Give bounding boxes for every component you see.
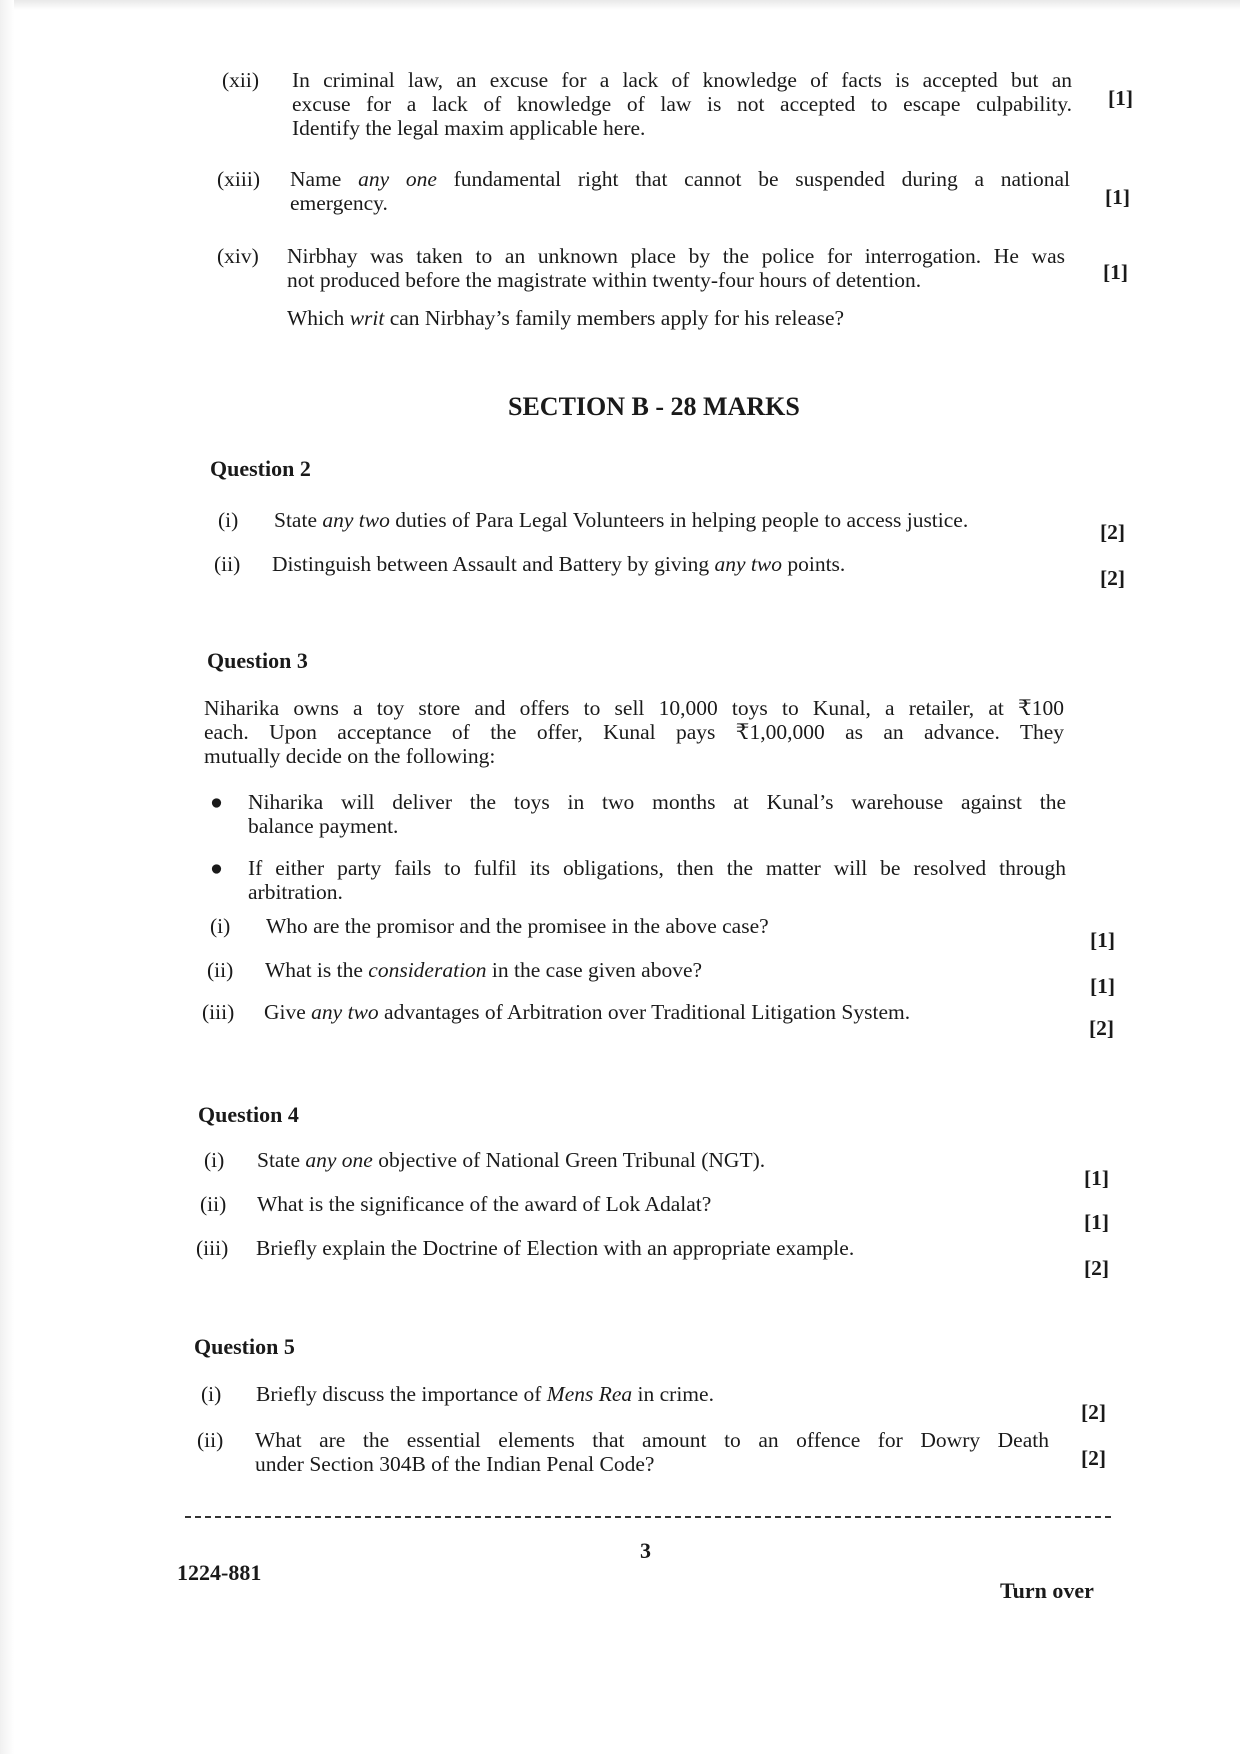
text-line: under Section 304B of the Indian Penal Code? <box>255 1452 655 1476</box>
item-number: (ii) <box>197 1428 224 1452</box>
item-text: Briefly explain the Doctrine of Election with an appropriate example. <box>256 1236 855 1260</box>
question-3-heading: Question 3 <box>207 648 308 673</box>
text-line: not produced before the magistrate within twenty-four hours of detention. <box>287 268 922 292</box>
text-line: excuse for a lack of knowledge of law is not accepted to escape culpability. <box>292 92 1072 116</box>
item-number: (ii) <box>207 958 234 982</box>
item-number: (xiv) <box>217 244 259 268</box>
item-number: (ii) <box>200 1192 227 1216</box>
text-line: emergency. <box>290 191 388 215</box>
turn-over-label: Turn over <box>1000 1578 1094 1603</box>
item-number: (xii) <box>222 68 260 92</box>
bullet-icon: ● <box>210 856 223 880</box>
marks-label: [1] <box>1103 260 1129 284</box>
text-line: mutually decide on the following: <box>204 744 496 768</box>
item-text: Who are the promisor and the promisee in the above case? <box>266 914 769 938</box>
scan-edge-top <box>0 0 1240 10</box>
item-number: (i) <box>204 1148 225 1172</box>
item-text <box>287 244 1065 330</box>
marks-label: [2] <box>1089 1016 1115 1040</box>
marks-label: [2] <box>1084 1256 1110 1280</box>
text-line: Which writ can Nirbhay’s family members apply for his release? <box>287 306 845 330</box>
item-text: State any one objective of National Green Tribunal (NGT). <box>257 1148 766 1172</box>
text-line: each. Upon acceptance of the offer, Kunal pays ₹1,00,000 as an advance. They <box>204 720 1064 744</box>
item-number: (iii) <box>196 1236 229 1260</box>
question-3-scenario <box>204 696 1064 768</box>
text-line: What are the essential elements that amount to an offence for Dowry Death <box>255 1428 1049 1452</box>
text-line: Nirbhay was taken to an unknown place by the police for interrogation. He was <box>287 244 1065 268</box>
item-number: (iii) <box>202 1000 235 1024</box>
marks-label: [1] <box>1090 928 1116 952</box>
marks-label: [2] <box>1081 1400 1107 1424</box>
section-title: SECTION B - 28 MARKS <box>508 392 800 421</box>
paper-code: 1224-881 <box>177 1560 262 1585</box>
marks-label: [1] <box>1090 974 1116 998</box>
text-line: Identify the legal maxim applicable here. <box>292 116 646 140</box>
marks-label: [1] <box>1105 185 1131 209</box>
item-text <box>292 68 1072 140</box>
marks-label: [2] <box>1100 566 1126 590</box>
page-number: 3 <box>640 1538 651 1563</box>
bullet-icon: ● <box>210 790 223 814</box>
question-4-heading: Question 4 <box>198 1102 299 1127</box>
text-line: Niharika owns a toy store and offers to sell 10,000 toys to Kunal, a retailer, at ₹100 <box>204 696 1064 720</box>
item-text: What is the consideration in the case given above? <box>265 958 703 982</box>
marks-label: [2] <box>1081 1446 1107 1470</box>
item-number: (i) <box>210 914 231 938</box>
text-line: In criminal law, an excuse for a lack of knowledge of facts is accepted but an <box>292 68 1072 92</box>
item-number: (ii) <box>214 552 241 576</box>
item-text: What is the significance of the award of Lok Adalat? <box>257 1192 712 1216</box>
item-number: (xiii) <box>217 167 260 191</box>
item-text: Give any two advantages of Arbitration over Traditional Litigation System. <box>264 1000 911 1024</box>
item-text: State any two duties of Para Legal Volunteers in helping people to access justice. <box>274 508 969 532</box>
scan-edge-left <box>0 0 14 1754</box>
item-text <box>290 167 1070 215</box>
footer-divider <box>185 1516 1111 1518</box>
marks-label: [1] <box>1108 86 1134 110</box>
item-text: Distinguish between Assault and Battery by giving any two points. <box>272 552 846 576</box>
item-number: (i) <box>218 508 239 532</box>
marks-label: [2] <box>1100 520 1126 544</box>
item-number: (i) <box>201 1382 222 1406</box>
marks-label: [1] <box>1084 1166 1110 1190</box>
item-text: Briefly discuss the importance of Mens Rea in crime. <box>256 1382 714 1406</box>
text-line: Name any one fundamental right that cannot be suspended during a national <box>290 167 1070 191</box>
item-text <box>255 1428 1049 1476</box>
marks-label: [1] <box>1084 1210 1110 1234</box>
question-5-heading: Question 5 <box>194 1334 295 1359</box>
bullet-text: If either party fails to fulfil its obligations, then the matter will be resolved through arbitration. <box>248 856 1066 904</box>
question-2-heading: Question 2 <box>210 456 311 481</box>
bullet-text: Niharika will deliver the toys in two months at Kunal’s warehouse against the balance payment. <box>248 790 1066 838</box>
